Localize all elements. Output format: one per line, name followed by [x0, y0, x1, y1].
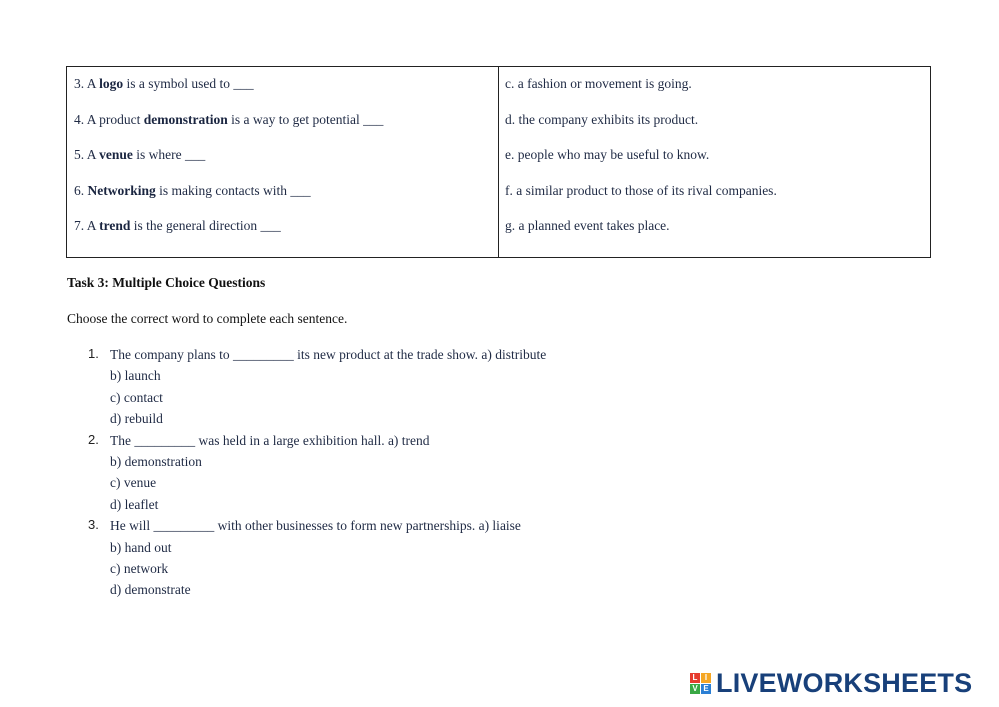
matching-left-item: 3. A logo is a symbol used to ___ — [74, 76, 254, 91]
question-option: b) demonstration — [110, 453, 202, 469]
logo-letter-block: E — [701, 684, 711, 694]
question-item — [88, 517, 688, 603]
question-number: 3. — [88, 517, 99, 533]
question-item — [88, 432, 688, 518]
matching-left-item: 5. A venue is where ___ — [74, 147, 206, 162]
logo-letter-block: I — [701, 673, 711, 683]
matching-left-item: 7. A trend is the general direction ___ — [74, 218, 281, 233]
question-option: d) demonstrate — [110, 582, 191, 598]
question-number: 2. — [88, 431, 99, 447]
matching-right-item: e. people who may be useful to know. — [505, 147, 710, 162]
question-option: c) network — [110, 560, 169, 576]
logo-wordmark: LIVEWORKSHEETS — [716, 667, 973, 698]
matching-left-item: 4. A product demonstration is a way to get potential ___ — [74, 111, 384, 127]
liveworksheets-logo — [690, 668, 972, 698]
question-option: d) rebuild — [110, 411, 163, 427]
question-stem: He will _________ with other businesses to form new partnerships. a) liaise — [110, 518, 521, 534]
matching-left-item: 6. Networking is making contacts with ___ — [74, 182, 311, 198]
question-option: c) contact — [110, 389, 163, 405]
matching-left-column — [67, 67, 499, 257]
matching-right-item: d. the company exhibits its product. — [505, 111, 699, 127]
task-3-instructions: Choose the correct word to complete each sentence. — [67, 311, 348, 326]
question-number: 1. — [88, 346, 99, 361]
question-item — [88, 346, 688, 432]
matching-right-item: f. a similar product to those of its rival companies. — [505, 182, 777, 198]
question-stem: The _________ was held in a large exhibition hall. a) trend — [110, 432, 430, 448]
question-stem: The company plans to _________ its new product at the trade show. a) distribute — [110, 347, 547, 362]
logo-letter-block: L — [690, 673, 700, 683]
matching-right-item: c. a fashion or movement is going. — [505, 76, 692, 91]
task-3-heading: Task 3: Multiple Choice Questions — [67, 275, 266, 290]
question-option: b) hand out — [110, 539, 172, 555]
matching-right-column — [499, 67, 930, 257]
logo-letter-block: V — [690, 684, 700, 694]
matching-right-item: g. a planned event takes place. — [505, 218, 670, 233]
question-option: b) launch — [110, 368, 161, 384]
question-list — [88, 346, 688, 603]
question-option: c) venue — [110, 475, 157, 491]
question-option: d) leaflet — [110, 496, 159, 512]
matching-table — [66, 66, 931, 258]
live-blocks-icon — [690, 673, 711, 694]
